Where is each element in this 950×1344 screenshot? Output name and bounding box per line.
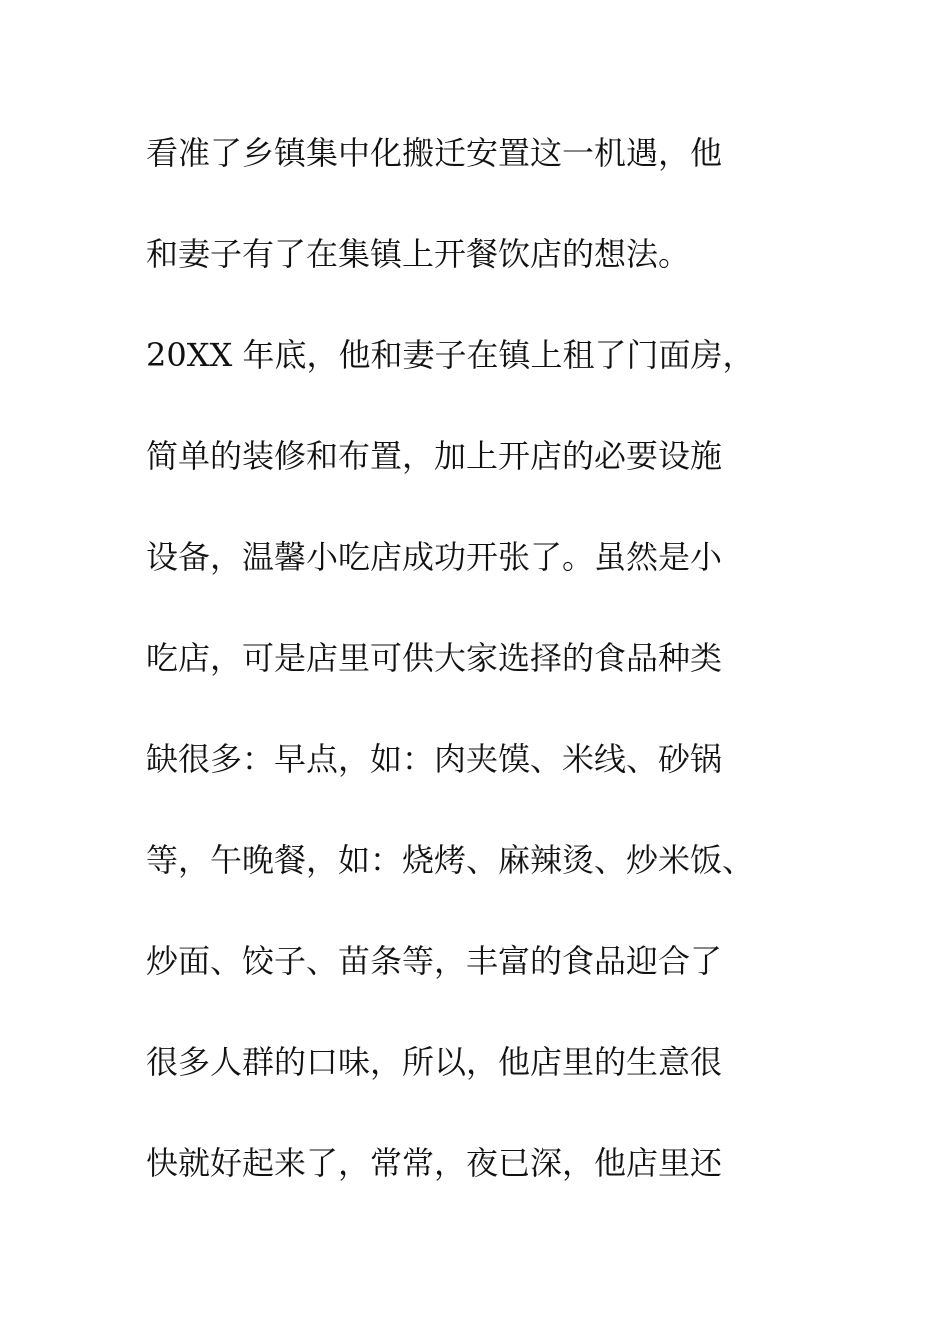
text-line: 缺很多：早点，如：肉夹馍、米线、砂锅 [146,740,723,778]
text-line: 炒面、饺子、苗条等，丰富的食品迎合了 [146,942,723,980]
text-line: 20XX 年底，他和妻子在镇上租了门面房， [146,336,755,374]
text-line: 快就好起来了，常常，夜已深，他店里还 [146,1144,723,1182]
text-line: 吃店，可是店里可供大家选择的食品种类 [146,639,723,677]
text-line: 等，午晚餐，如：烧烤、麻辣烫、炒米饭、 [146,841,755,879]
text-line: 很多人群的口味，所以，他店里的生意很 [146,1043,723,1081]
text-line: 设备，温馨小吃店成功开张了。虽然是小 [146,538,723,576]
text-line: 和妻子有了在集镇上开餐饮店的想法。 [146,235,691,273]
text-line: 看准了乡镇集中化搬迁安置这一机遇，他 [146,134,723,172]
text-line: 简单的装修和布置，加上开店的必要设施 [146,437,723,475]
body-text [146,126,936,1237]
